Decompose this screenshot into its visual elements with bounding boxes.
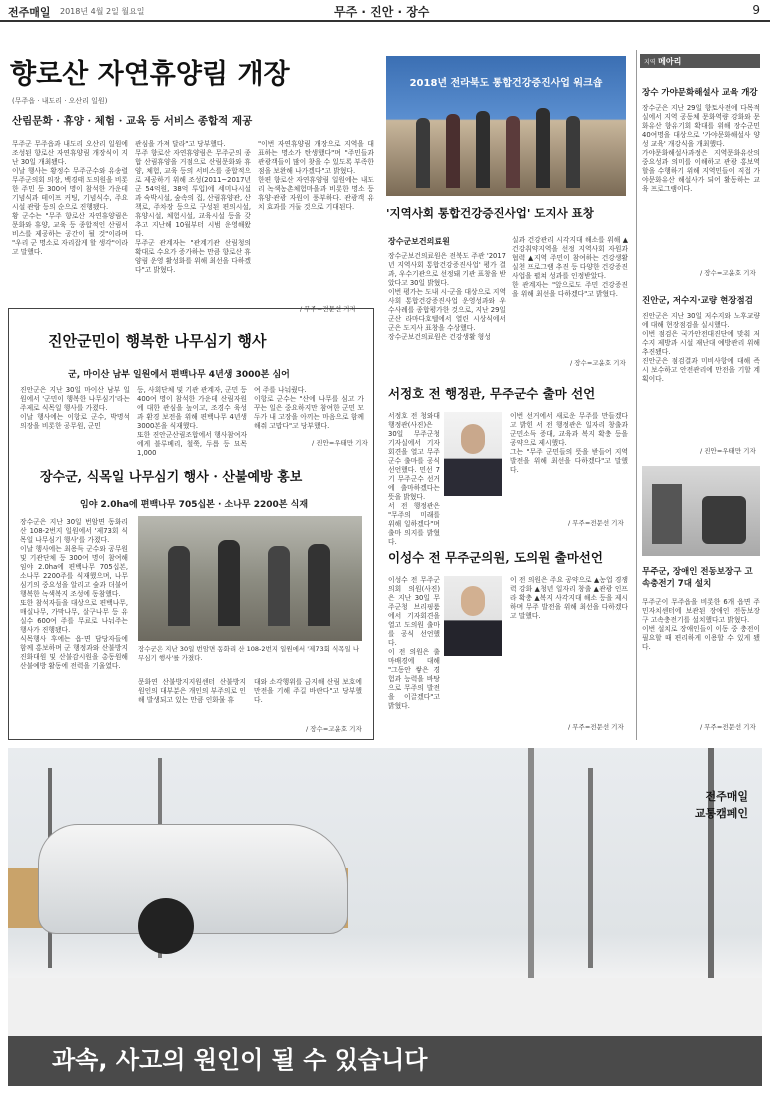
traffic-campaign-ad [8,748,762,1086]
tree-planting-photo [138,516,362,641]
ad-slogan: 과속, 사고의 원인이 될 수 있습니다 [52,1046,428,1074]
ad-car [38,824,348,934]
lee-column-1: 이성수 전 무주군의회 의원(사진)은 지난 30일 무주군청 브리핑룸에서 기자회견을 열고 도의원 출마를 공식 선언했다. 이 전 의원은 출마배경에 대해 "그동안 쌓은 경험과 능력을 바탕으로 무주의 발전을 이끌겠다"고 밝혔다. [388,576,440,710]
sidebar-story-2-title: 진안군, 저수지·교량 현장점검 [642,296,753,306]
jangsu-byline: / 장수=고윤호 기자 [306,725,362,733]
issue-date: 2018년 4월 2일 월요일 [60,7,145,16]
seo-column-2: 이번 선거에서 새로운 무주를 만들겠다고 밝힌 서 전 행정관은 일자리 창출과 군민소득 증대, 교육과 복지 확충 등을 공약으로 제시했다. 그는 "무주 군민들의 뜻을 받들어 지역발전을 위해 최선을 다하겠다"고 말했다. [510,412,628,474]
tree-title: 진안군민이 행복한 나무심기 행사 [48,332,267,350]
ceremony-banner: 2018년 전라북도 통합건강증진사업 워크숍 [409,78,603,89]
newspaper-logo: 전주매일 [8,6,51,19]
sidebar-story-1-body: 장수군은 지난 29일 향토사전에 다목적실에서 지역 공동체 문화역량 강화와 문화유산 향유기회 확대를 위해 장수군민 40여명을 대상으로 '가야문화해설사 양성 교육' 개강식을 개최했다. 가야문화해설사과정은 지역문화유산의 중요성과 의미를 이해하고 관광 홍보역할을 수행하기 위해 지역민들이 직접 가야문화유산 해설사가 되어 활동하는 교육 프로그램이다. [642,104,760,193]
health-column-2: 실과 건강관리 시각지대 해소를 위해 ▲건강취약지역을 선정 지역사회 자원과 협력 ▲지역 주민이 참여하는 건강생활 실천 프로그램 추진 등 다양한 건강증진사업을 펼쳐 성과를 인정받았다. 한 관계자는 "앞으로도 주민 건강증진을 위해 최선을 다하겠다"고 밝혔다. [512,236,628,298]
tree-column-1: 진안군은 지난 30일 마이산 남부 일원에서 '군민이 행복한 나무심기'라는 주제로 식목일 행사를 가졌다. 이날 행사에는 이항로 군수, 박명석 의장을 비롯한 공무원, 군민 [20,386,130,430]
sidebar-story-3-title: 무주군, 장애인 전동보장구 고속충전기 7대 설치 [642,567,753,589]
ad-label-newspaper: 전주매일 [705,790,748,803]
sidebar-story-2-byline: / 진안=우태만 기자 [700,447,756,455]
lee-portrait [444,576,502,656]
lee-title: 이성수 전 무주군의원, 도의원 출마선언 [388,550,603,565]
ad-label-campaign: 교통캠페인 [694,807,748,820]
sidebar-tag [640,54,760,68]
sidebar-tag-name: 메아리 [658,57,682,66]
jangsu-column-1: 장수군은 지난 30일 번암면 동화리 산 108-2번지 일원에서 '제73회 식목일 나무심기 행사'를 가졌다. 이날 행사에는 최용득 군수와 공무원 및 기관단체 등 300여 명이 참여해 임야 2.0ha에 편백나무 705십본, 소나무 2200주를 식재했으며, 나무심기의 중요성을 알리고 숲과 더불어 행복한 녹색복지 조성에 동참했다. 또한 참석자들을 대상으로 편백나무, 매실나무, 가막나무, 살구나무 등 유실수 600여 주를 무료로 나눠주는 행사가 진행됐다. 식목행사 후에는 읍·면 담당자들에 함께 홍보하며 군 행정과와 산불방지 진화대원 및 산불감시원을 총동원해 산불예방 활동에 전력을 기울였다. [20,518,128,670]
sidebar-story-2-body: 진안군은 지난 30일 저수지와 노후교량에 대해 현장점검을 실시했다. 이번 점검은 국가안전대진단에 맞춰 저수지 제방과 시설 재난대 예방관리 위해 추진됐다. 진안군은 점검결과 미비사항에 대해 즉시 보수하고 안전관리에 만전을 기할 계획이다. [642,312,760,383]
page-number: 9 [752,3,760,17]
lead-column-3: "이번 자연휴양림 개장으로 지역을 대표하는 명소가 탄생했다"며 "주민들과 관광객들이 많이 찾을 수 있도록 부족한 점을 보완해 나가겠다"고 밝혔다. 한편 향로산 자연휴양림 일원에는 내도리 녹색농촌체험마을과 비롯한 명소 등 휴양·관광 자원이 풍부하다. 관광객 유치 효과를 거둘 것으로 기대된다. [258,140,374,211]
charger-photo [642,466,760,556]
health-column-1: 장수군보건의료원은 전북도 주관 '2017년 지역사회 통합건강증진사업' 평가 결과, 우수기관으로 선정돼 기관 표창을 받았다고 30일 밝혔다. 이번 평가는 도내 시·군을 대상으로 지역사회 통합건강증진사업 운영성과와 우수사례를 종합평가한 것으로, 지난 29일 군산 라마다호텔에서 열린 시상식에서 군은 도지사 표창을 수상했다. 장수군보건의료원은 건강생활 형성 [388,252,507,341]
seo-byline: / 무주=전문선 기자 [568,519,624,527]
sidebar-story-1-title: 장수 가야문화해설사 교육 개강 [642,88,758,98]
sidebar-story-3-byline: / 무주=전문선 기자 [700,723,756,731]
lead-column-1: 무주군 무주읍과 내도리 오산리 일원에 조성된 향로산 자연휴양림 개장식이 지난 30일 개최됐다. 이날 행사는 황정수 무주군수와 유송렬 무주군의회 의장, 백경태 도의원을 비롯한 주민 등 300여 명이 참석한 가운데 기념식과 테이프 커팅, 기념식수, 주요시설 관람 등의 순으로 진행됐다. 황 군수는 "무주 향로산 자연휴양림은 문화와 휴양, 교육 등 종합적인 산림서비스를 제공하는 공간이 될 것"이라며 "우리 군 명소로 자리잡게 할 생각"이라고 말했다. [12,140,128,256]
lee-column-2: 이 전 의원은 주요 공약으로 ▲농업 경쟁력 강화 ▲청년 일자리 창출 ▲관광 인프라 확충 ▲복지 사각지대 해소 등을 제시하며 무주 발전을 위해 최선을 다하겠다고 말했다. [510,576,628,620]
sidebar-tag-prefix: 지역 [644,59,656,66]
tree-column-3: 여 주를 나눠줬다. 이항로 군수는 "산에 나무를 심고 가꾸는 일은 중요하지만 참여한 군민 모두가 내 고장을 아끼는 마음으로 함께해줘 고맙다"고 당부했다. [254,386,364,430]
health-sub: 장수군보건의료원 [388,237,450,246]
award-ceremony-photo [386,56,626,196]
seo-title: 서정호 전 행정관, 무주군수 출마 선언 [388,386,596,401]
ad-car-wheel [138,898,194,954]
page-header [0,0,770,22]
lead-subnote: (무주읍 · 내도리 · 오산리 일원) [12,97,108,105]
jangsu-title: 장수군, 식목일 나무심기 행사 · 산불예방 홍보 [40,470,303,485]
tree-sub: 군, 마이산 남부 일원에서 편백나무 4년생 3000본 심어 [68,370,290,380]
lead-title: 향로산 자연휴양림 개장 [10,59,290,90]
tree-column-2: 등, 사회단체 및 기관 관계자, 군민 등 400여 명이 참석한 가운데 산림자원에 대한 관심을 높이고, 조경수 육성과 환경 보전을 위해 편백나무 4년생 3000본을 식재했다. 또한 진안군산림조합에서 행사참여자에게 블루베리, 철쭉, 두릅 등 묘목 1,000 [137,386,247,457]
jangsu-column-2: 문화연 산불방지지원센터 산불방지원인의 대부분은 개인의 부주의로 인해 발생되고 있는 만큼 인화물 휴 [138,678,246,704]
jangsu-sub: 임야 2.0ha에 편백나무 705십본 · 소나무 2200본 식재 [80,500,309,510]
sidebar-divider [636,50,637,740]
section-title: 무주 · 진안 · 장수 [334,5,430,19]
lead-column-2: 관심을 가져 달라"고 당부했다. 무주 향로산 자연휴양림은 무주군의 종합 산림휴양을 거점으로 산림문화와 휴양, 체험, 교육 등의 서비스를 종합적으로 제공하기 위해 조성(2011~2017년 군 54억원, 38억 투입)에 세미나시설과 숙박시설, 숲속의 집, 산림휴양관, 산책로, 주차장 등으로 구성된 편의시설, 휴양시설, 체험시설, 교육시설 등을 갖추고 지난해 10월부터 시범 운영해왔다. 무주군 관계자는 "관계기관 산림청의 확대로 수요가 증가하는 만큼 향로산 휴양림 운영 활성화를 위해 최선을 다하겠다"고 밝혔다. [135,140,251,274]
seo-portrait [444,412,502,496]
lead-subtitle: 산림문화 · 휴양 · 체험 · 교육 등 서비스 종합적 제공 [12,115,253,127]
lee-byline: / 무주=전문선 기자 [568,723,624,731]
tree-byline: / 진안=우태만 기자 [312,439,368,447]
sidebar-story-1-byline: / 장수=고윤호 기자 [700,269,756,277]
health-byline: / 장수=고윤호 기자 [570,359,626,367]
seo-column-1: 서정호 전 청와대 행정관(사진)은 30일 무주군청 기자실에서 기자회견을 열고 무주군수 출마를 공식 선언했다. 민선 7기 무주군수 선거에 출마하겠다는 뜻을 밝혔다. 서 전 행정관은 "무주의 미래를 위해 일하겠다"며 출마 의지를 밝혔다. [388,412,440,546]
health-title: '지역사회 통합건강증진사업' 도지사 표창 [386,206,594,220]
tree-photo-caption: 장수군은 지난 30일 번암면 동화리 산 108-2번지 일원에서 '제73회 식목일 나무심기 행사'를 가졌다. [138,645,360,662]
sidebar-story-3-body: 무주군이 무주읍을 비롯한 6개 읍면 주민자치센터에 보관된 장애인 전동보장구 고속충전기를 설치했다고 밝혔다. 이번 설치로 장애인들이 이동 중 충전이 필요할 때 편리하게 이용할 수 있게 됐다. [642,598,760,651]
lead-byline: / 무주=전문선 기자 [300,305,356,313]
jangsu-column-3: 대와 소각행위를 금지해 산림 보호에 만전을 기해 주길 바란다"고 당부했다. [254,678,362,704]
ad-label [695,788,748,822]
